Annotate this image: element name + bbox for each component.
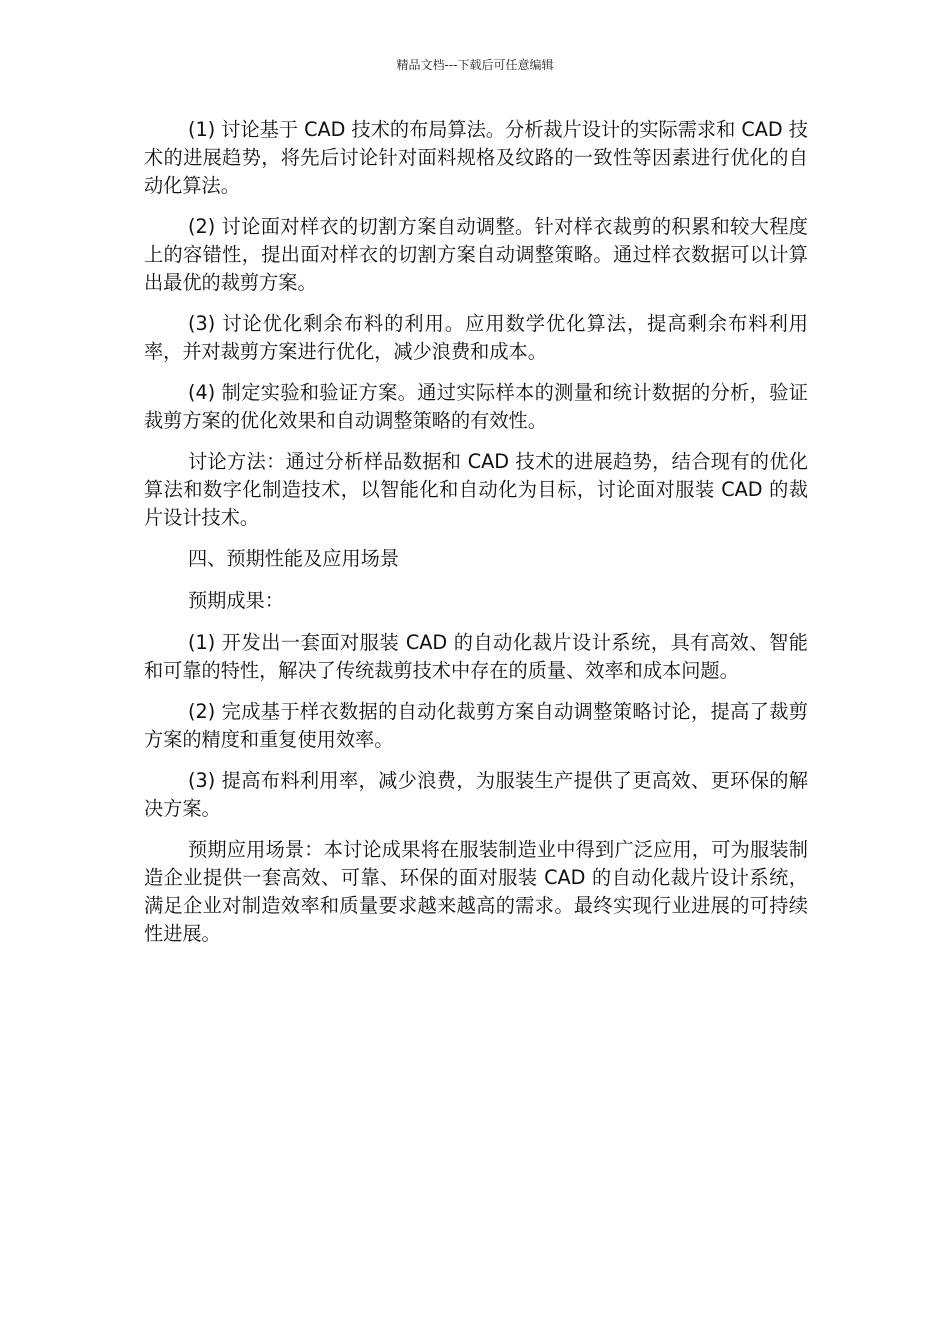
page-header: 精品文档---下载后可任意编辑	[396, 58, 554, 72]
paragraph-result-item-2: (2) 完成基于样衣数据的自动化裁剪方案自动调整策略讨论，提高了裁剪方案的精度和重复使用效率。	[144, 700, 808, 751]
paragraph-research-item-3: (3) 讨论优化剩余布料的利用。应用数学优化算法，提高剩余布料利用率，并对裁剪方案进行优化，减少浪费和成本。	[144, 312, 808, 363]
subheading-expected-results: 预期成果：	[188, 589, 284, 612]
paragraph-research-method: 讨论方法：通过分析样品数据和 CAD 技术的进展趋势，结合现有的优化算法和数字化制造技术，以智能化和自动化为目标，讨论面对服装 CAD 的裁片设计技术。	[144, 450, 808, 529]
paragraph-result-item-1: (1) 开发出一套面对服装 CAD 的自动化裁片设计系统，具有高效、智能和可靠的特性，解决了传统裁剪技术中存在的质量、效率和成本问题。	[144, 631, 808, 682]
section-heading-expected-performance: 四、预期性能及应用场景	[188, 547, 400, 570]
paragraph-result-item-3: (3) 提高布料利用率，减少浪费，为服装生产提供了更高效、更环保的解决方案。	[144, 769, 808, 820]
paragraph-research-item-2: (2) 讨论面对样衣的切割方案自动调整。针对样衣裁剪的积累和较大程度上的容错性，提出面对样衣的切割方案自动调整策略。通过样衣数据可以计算出最优的裁剪方案。	[144, 215, 808, 294]
paragraph-research-item-1: (1) 讨论基于 CAD 技术的布局算法。分析裁片设计的实际需求和 CAD 技术的进展趋势，将先后讨论针对面料规格及纹路的一致性等因素进行优化的自动化算法。	[144, 118, 808, 197]
paragraph-application-scenario: 预期应用场景：本讨论成果将在服装制造业中得到广泛应用，可为服装制造企业提供一套高效、可靠、环保的面对服装 CAD 的自动化裁片设计系统，满足企业对制造效率和质量要求越来越高的需求。最终实现行业进展的可持续性进展。	[144, 838, 808, 945]
paragraph-research-item-4: (4) 制定实验和验证方案。通过实际样本的测量和统计数据的分析，验证裁剪方案的优化效果和自动调整策略的有效性。	[144, 381, 808, 432]
document-body	[144, 116, 808, 961]
